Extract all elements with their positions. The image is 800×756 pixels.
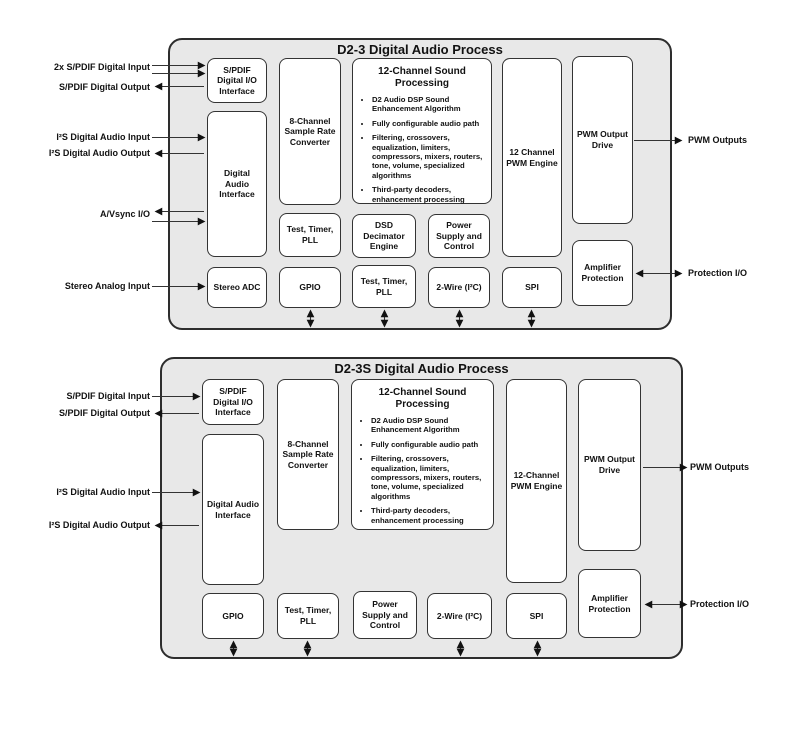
block-pwm-output-drive-d23: PWM Output Drive	[572, 56, 633, 224]
label-protection-io-d23s: Protection I/O	[690, 599, 750, 609]
sound-processing-bullets	[360, 95, 484, 209]
block-two-wire-i2c-d23: 2-Wire (I²C)	[428, 267, 490, 308]
label-spdif-output-d23s: S/PDIF Digital Output	[59, 408, 150, 418]
label-pwm-outputs-d23s: PWM Outputs	[690, 462, 749, 472]
label-spdif-input-d23s: S/PDIF Digital Input	[66, 391, 150, 401]
block-stereo-adc-d23: Stereo ADC	[207, 267, 267, 308]
block-amplifier-protection-d23s: Amplifier Protection	[578, 569, 641, 638]
block-sample-rate-converter-d23s: 8-Channel Sample Rate Converter	[277, 379, 339, 530]
bullet-item: • Fully configurable audio path	[372, 119, 484, 128]
chip-title-d23: D2-3 Digital Audio Process	[337, 42, 503, 57]
sound-processing-title: 12-Channel Sound Processing	[378, 66, 466, 89]
block-spi-d23: SPI	[502, 267, 562, 308]
block-spi-d23s: SPI	[506, 593, 567, 639]
block-amplifier-protection-d23: Amplifier Protection	[572, 240, 633, 306]
label-protection-io-d23: Protection I/O	[688, 268, 748, 278]
block-test-timer-pll-2-d23: Test, Timer, PLL	[352, 265, 416, 308]
block-sound-processing-d23s	[351, 379, 494, 530]
bullet-item: • Filtering, crossovers, equalization, limiters, compressors, mixers, routers, tone, volume, specialized algorithms	[371, 454, 486, 501]
sound-processing-bullets	[359, 416, 486, 530]
bullet-item: • Fully configurable audio path	[371, 440, 486, 449]
block-pwm-engine-d23s: 12-Channel PWM Engine	[506, 379, 567, 583]
block-pwm-engine-d23: 12 Channel PWM Engine	[502, 58, 562, 257]
bullet-item: • D2 Audio DSP Sound Enhancement Algorithm	[371, 416, 486, 435]
block-sample-rate-converter-d23: 8-Channel Sample Rate Converter	[279, 58, 341, 205]
block-digital-audio-interface-d23: Digital Audio Interface	[207, 111, 267, 257]
label-i2s-output-d23s: I²S Digital Audio Output	[48, 520, 150, 530]
block-pwm-output-drive-d23s: PWM Output Drive	[578, 379, 641, 551]
label-i2s-input-d23s: I²S Digital Audio Input	[56, 487, 150, 497]
label-spdif-output-d23: S/PDIF Digital Output	[59, 82, 150, 92]
block-sound-processing-d23	[352, 58, 492, 204]
bullet-item: • Third-party decoders, enhancement processing	[372, 185, 484, 204]
bullet-item: • Filtering, crossovers, equalization, limiters, compressors, mixers, routers, tone, volume, specialized algorithms	[372, 133, 484, 180]
bullet-item: • D2 Audio DSP Sound Enhancement Algorithm	[372, 95, 484, 114]
label-avsync-io-d23: A/Vsync I/O	[99, 209, 150, 219]
block-power-supply-d23: Power Supply and Control	[428, 214, 490, 258]
sound-processing-title: 12-Channel Sound Processing	[378, 387, 467, 410]
block-test-timer-pll-d23s: Test, Timer, PLL	[277, 593, 339, 639]
bullet-item: • Third-party decoders, enhancement processing	[371, 506, 486, 525]
label-i2s-input-d23: I²S Digital Audio Input	[56, 132, 150, 142]
block-dsd-decimator-d23: DSD Decimator Engine	[352, 214, 416, 258]
block-power-supply-d23s: Power Supply and Control	[353, 591, 417, 639]
block-gpio-d23s: GPIO	[202, 593, 264, 639]
block-digital-audio-interface-d23s: Digital Audio Interface	[202, 434, 264, 585]
block-spdif-io-interface-d23s: S/PDIF Digital I/O Interface	[202, 379, 264, 425]
block-gpio-d23: GPIO	[279, 267, 341, 308]
chip-title-d23s: D2-3S Digital Audio Process	[334, 361, 509, 376]
label-spdif-input-d23: 2x S/PDIF Digital Input	[53, 62, 150, 72]
label-i2s-output-d23: I²S Digital Audio Output	[48, 148, 150, 158]
label-stereo-analog-input-d23: Stereo Analog Input	[64, 281, 150, 291]
block-spdif-io-interface-d23: S/PDIF Digital I/O Interface	[207, 58, 267, 103]
block-test-timer-pll-1-d23: Test, Timer, PLL	[279, 213, 341, 257]
block-two-wire-i2c-d23s: 2-Wire (I²C)	[427, 593, 492, 639]
label-pwm-outputs-d23: PWM Outputs	[688, 135, 747, 145]
